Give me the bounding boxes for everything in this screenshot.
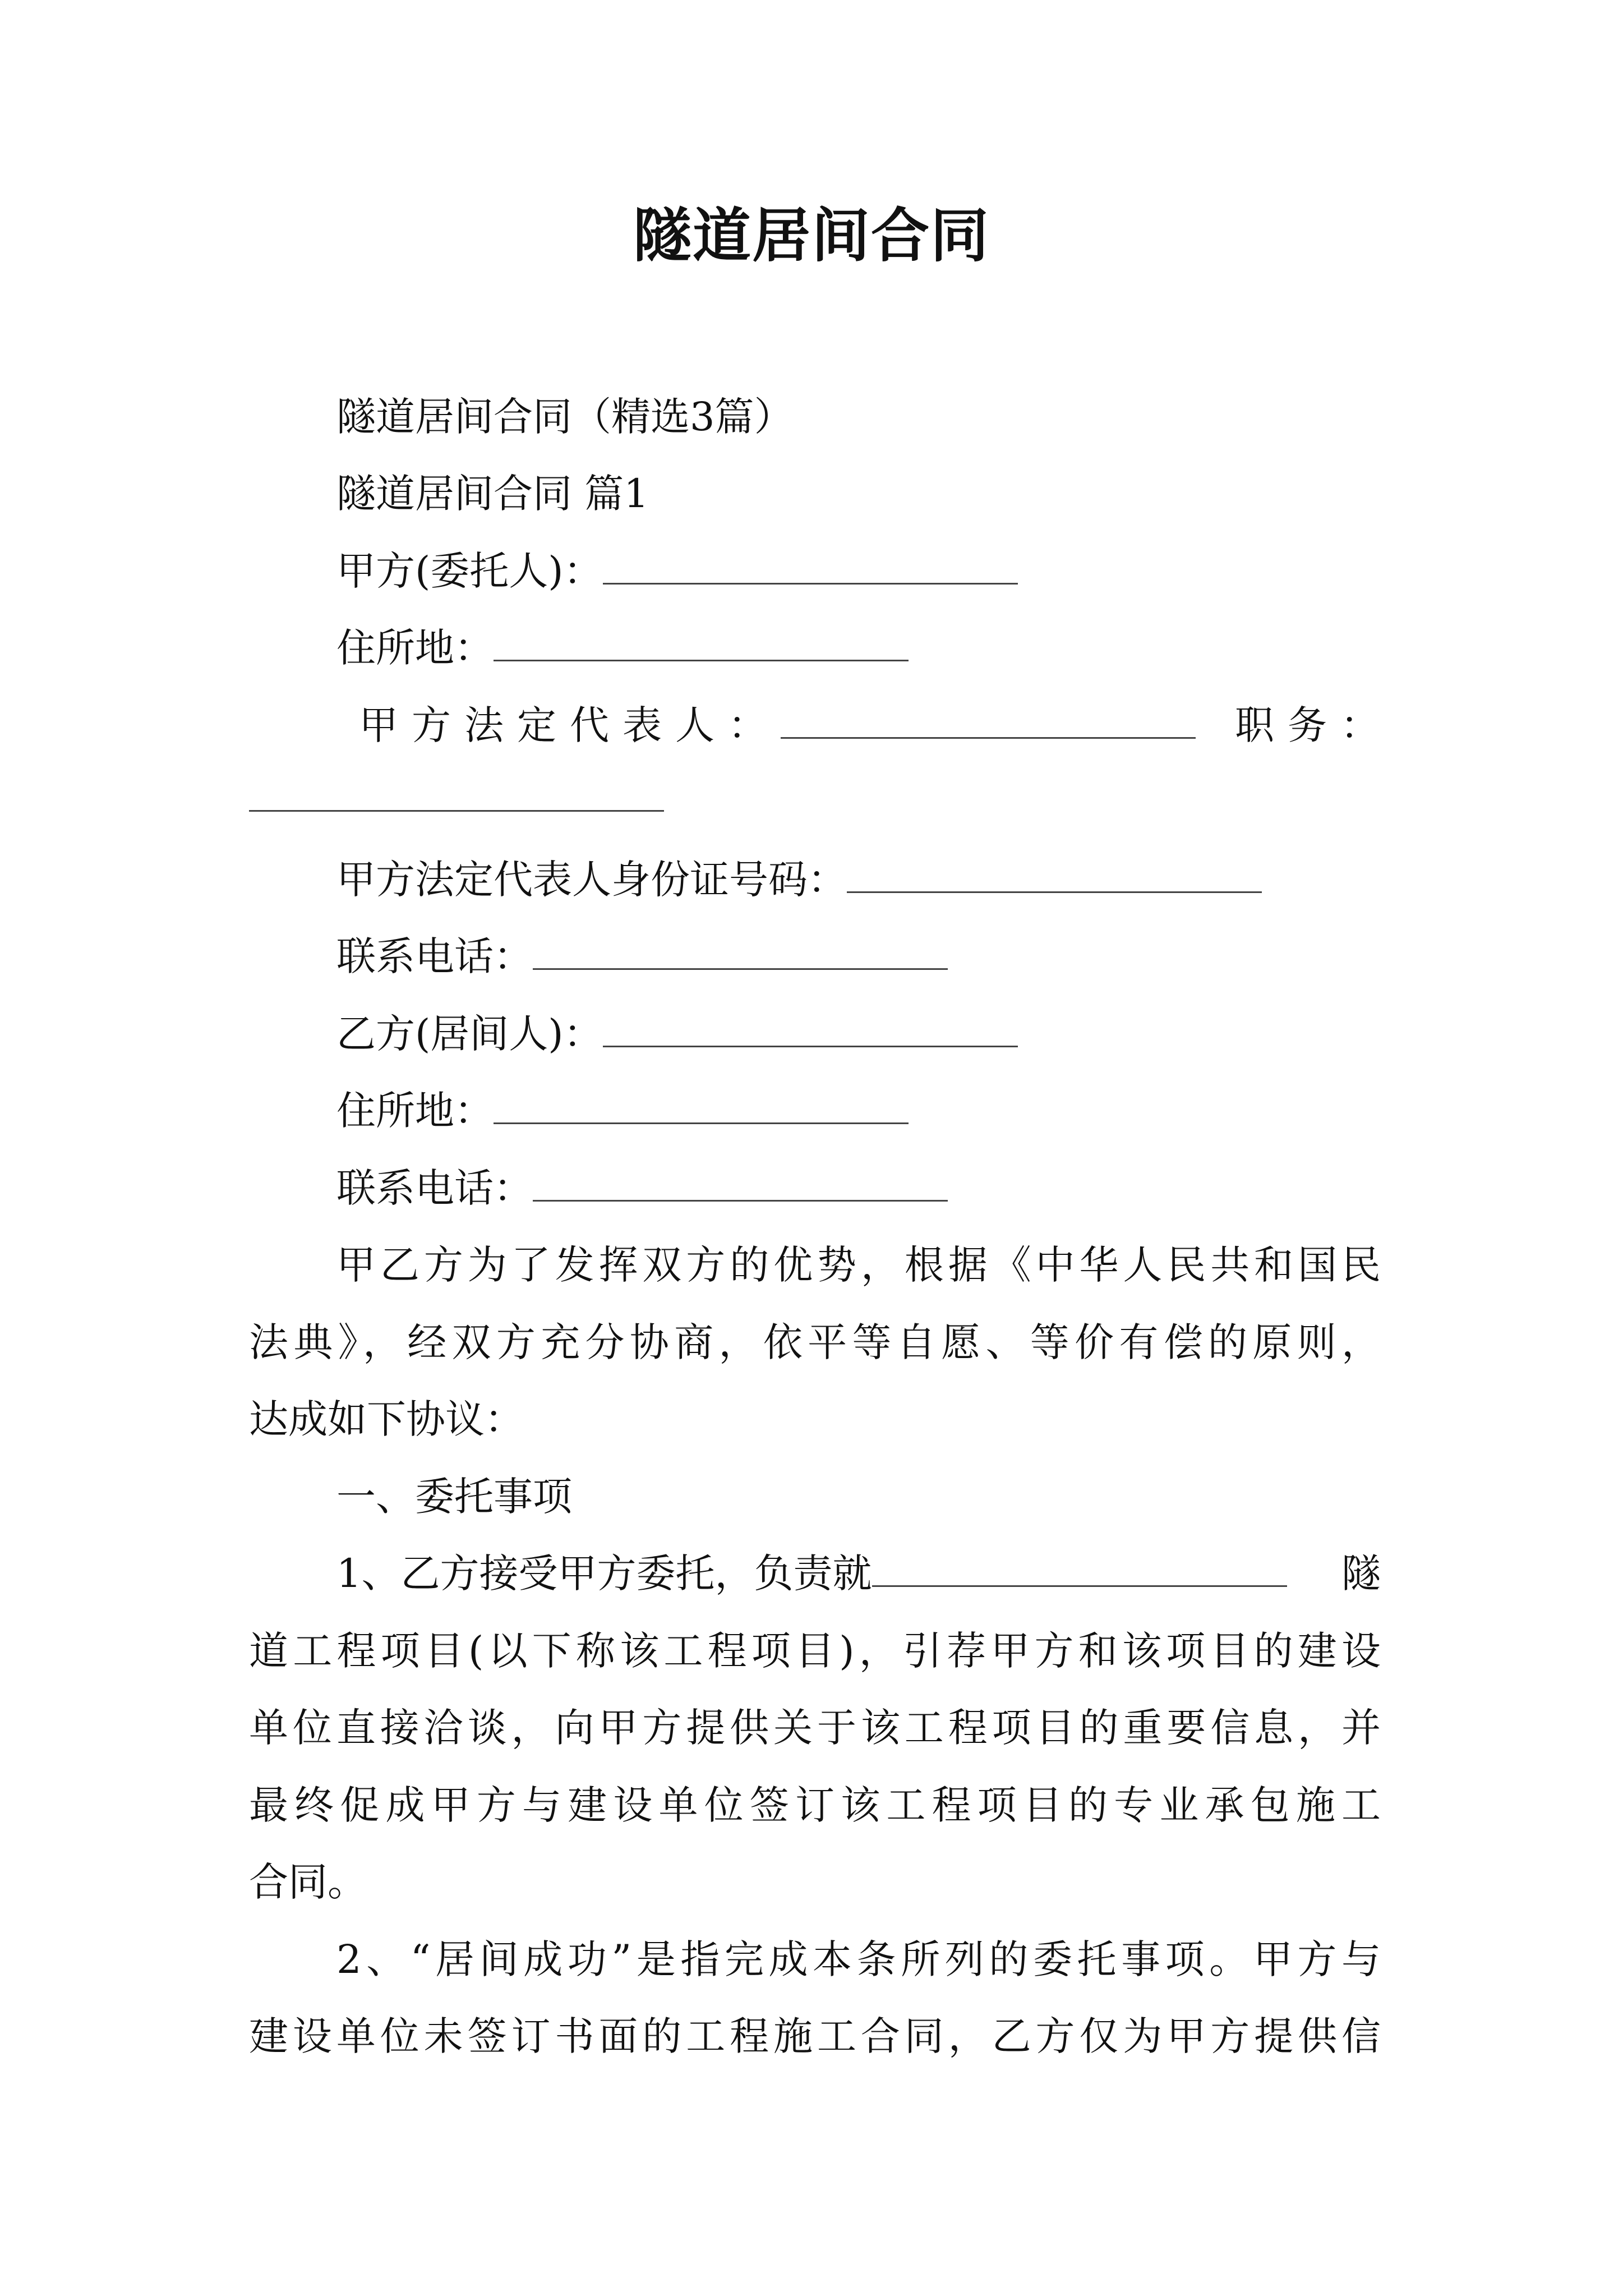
project-name-blank[interactable] [872, 1548, 1287, 1587]
clause-1-1-line-2: 道工程项目(以下称该工程项目)，引荐甲方和该项目的建设 [249, 1628, 1381, 1674]
party-a-phone-row [336, 930, 948, 983]
clause-1-1-line-5: 合同。 [249, 1859, 367, 1905]
party-b-address-label: 住所地： [336, 1088, 494, 1134]
preamble-line-1: 甲乙方为了发挥双方的优势，根据《中华人民共和国民 [336, 1242, 1381, 1288]
preamble-line-2: 法典》，经双方充分协商，依平等自愿、等价有偿的原则， [249, 1319, 1381, 1365]
party-a-address-label: 住所地： [336, 625, 494, 671]
party-b-phone-blank[interactable] [533, 1163, 948, 1202]
party-a-address-row [336, 621, 909, 675]
party-b-address-blank[interactable] [494, 1085, 909, 1124]
party-b-phone-row [336, 1161, 948, 1215]
clause-1-2-line-2: 建设单位未签订书面的工程施工合同，乙方仅为甲方提供信 [249, 2013, 1381, 2059]
clause-1-heading: 一、委托事项 [336, 1474, 572, 1520]
party-b-label: 乙方(居间人)： [336, 1011, 603, 1057]
preamble-line-3: 达成如下协议： [249, 1396, 524, 1442]
section-heading: 隧道居间合同 篇1 [336, 471, 649, 517]
party-a-rep-row [359, 698, 1393, 752]
position-label: 职务： [1235, 702, 1393, 748]
clause-1-2-line-1: 2、“居间成功”是指完成本条所列的委托事项。甲方与 [336, 1936, 1381, 1982]
party-a-label: 甲方(委托人)： [336, 548, 603, 594]
party-b-blank[interactable] [603, 1009, 1018, 1047]
clause-1-1-text: 1、乙方接受甲方委托，负责就 [336, 1550, 872, 1596]
clause-1-1-tail: 隧 [1341, 1550, 1381, 1596]
clause-1-1-line-1 [336, 1547, 1381, 1600]
party-a-rep-id-blank[interactable] [847, 854, 1262, 893]
party-a-rep-id-row [336, 853, 1262, 907]
party-a-address-blank[interactable] [494, 623, 909, 661]
position-blank-row [249, 771, 664, 825]
party-a-blank[interactable] [603, 546, 1018, 585]
party-a-row [336, 544, 1018, 598]
party-a-rep-label: 甲方法定代表人： [359, 702, 781, 748]
party-b-address-row [336, 1084, 909, 1138]
document-subtitle: 隧道居间合同（精选3篇） [336, 394, 794, 440]
party-b-row [336, 1007, 1018, 1061]
party-a-phone-label: 联系电话： [336, 933, 533, 979]
position-blank[interactable] [249, 773, 664, 812]
party-b-phone-label: 联系电话： [336, 1165, 533, 1211]
clause-1-1-line-4: 最终促成甲方与建设单位签订该工程项目的专业承包施工 [249, 1782, 1381, 1828]
party-a-rep-id-label: 甲方法定代表人身份证号码： [336, 857, 847, 903]
party-a-rep-blank[interactable] [781, 700, 1196, 739]
document-title: 隧道居间合同 [633, 201, 990, 270]
clause-1-1-line-3: 单位直接洽谈，向甲方提供关于该工程项目的重要信息，并 [249, 1705, 1381, 1751]
party-a-phone-blank[interactable] [533, 931, 948, 970]
